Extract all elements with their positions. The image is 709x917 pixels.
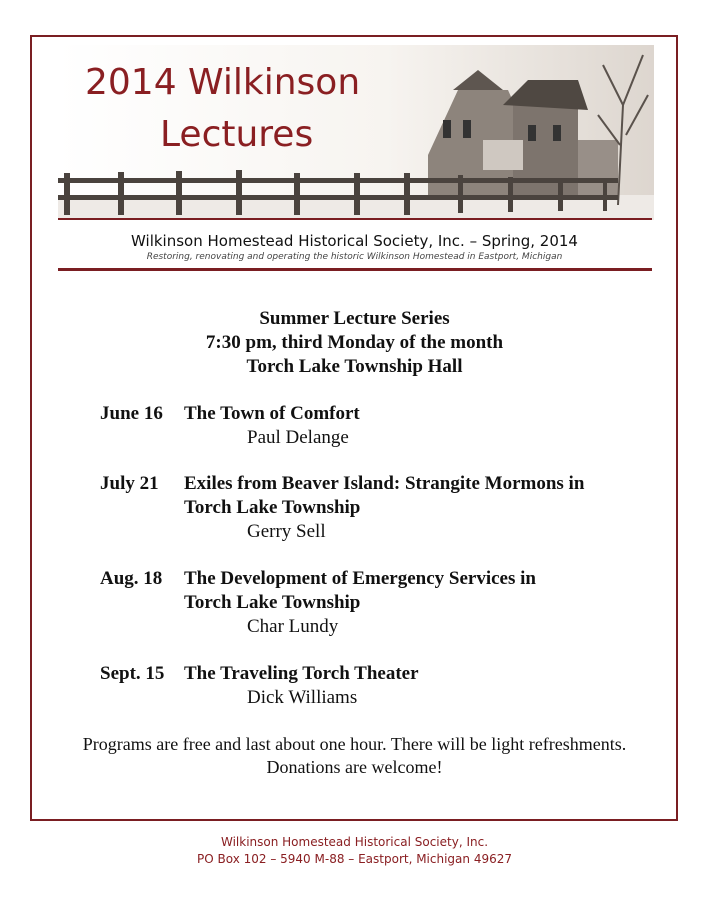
lecture-title-cont: Torch Lake Township <box>184 592 361 613</box>
lecture-date: Sept. 15 <box>100 663 165 684</box>
address-line: PO Box 102 – 5940 M-88 – Eastport, Michigan 49627 <box>197 852 512 866</box>
lecture-date: June 16 <box>100 403 163 424</box>
lecture-date: July 21 <box>100 473 159 494</box>
society-tagline: Restoring, renovating and operating the historic Wilkinson Homestead in Eastport, Michigan <box>146 252 563 262</box>
lecture-speaker: Char Lundy <box>247 616 339 637</box>
address-org: Wilkinson Homestead Historical Society, Inc. <box>220 835 489 849</box>
lecture-title-cont: Torch Lake Township <box>184 497 361 518</box>
lecture-speaker: Dick Williams <box>247 687 358 708</box>
society-name: Wilkinson Homestead Historical Society, Inc. – Spring, 2014 <box>131 232 578 250</box>
lecture-title: The Development of Emergency Services in <box>184 568 536 589</box>
lecture-title: The Traveling Torch Theater <box>184 663 419 684</box>
lecture-speaker: Gerry Sell <box>247 521 326 542</box>
series-time: 7:30 pm, third Monday of the month <box>205 332 504 353</box>
lecture-title: Exiles from Beaver Island: Strangite Mormons in <box>184 473 585 494</box>
lecture-title: The Town of Comfort <box>184 403 360 424</box>
programs-note: Programs are free and last about one hour. There will be light refreshments. <box>82 734 627 754</box>
series-title: Summer Lecture Series <box>259 308 450 329</box>
series-location: Torch Lake Township Hall <box>246 356 463 377</box>
title-line-2: Lectures <box>160 114 314 155</box>
lecture-speaker: Paul Delange <box>247 427 349 448</box>
title-line-1: 2014 Wilkinson <box>85 62 361 103</box>
lecture-date: Aug. 18 <box>100 568 163 589</box>
header-rule-bottom <box>58 268 652 271</box>
header-rule-top <box>58 218 652 220</box>
donations-note: Donations are welcome! <box>266 757 443 777</box>
